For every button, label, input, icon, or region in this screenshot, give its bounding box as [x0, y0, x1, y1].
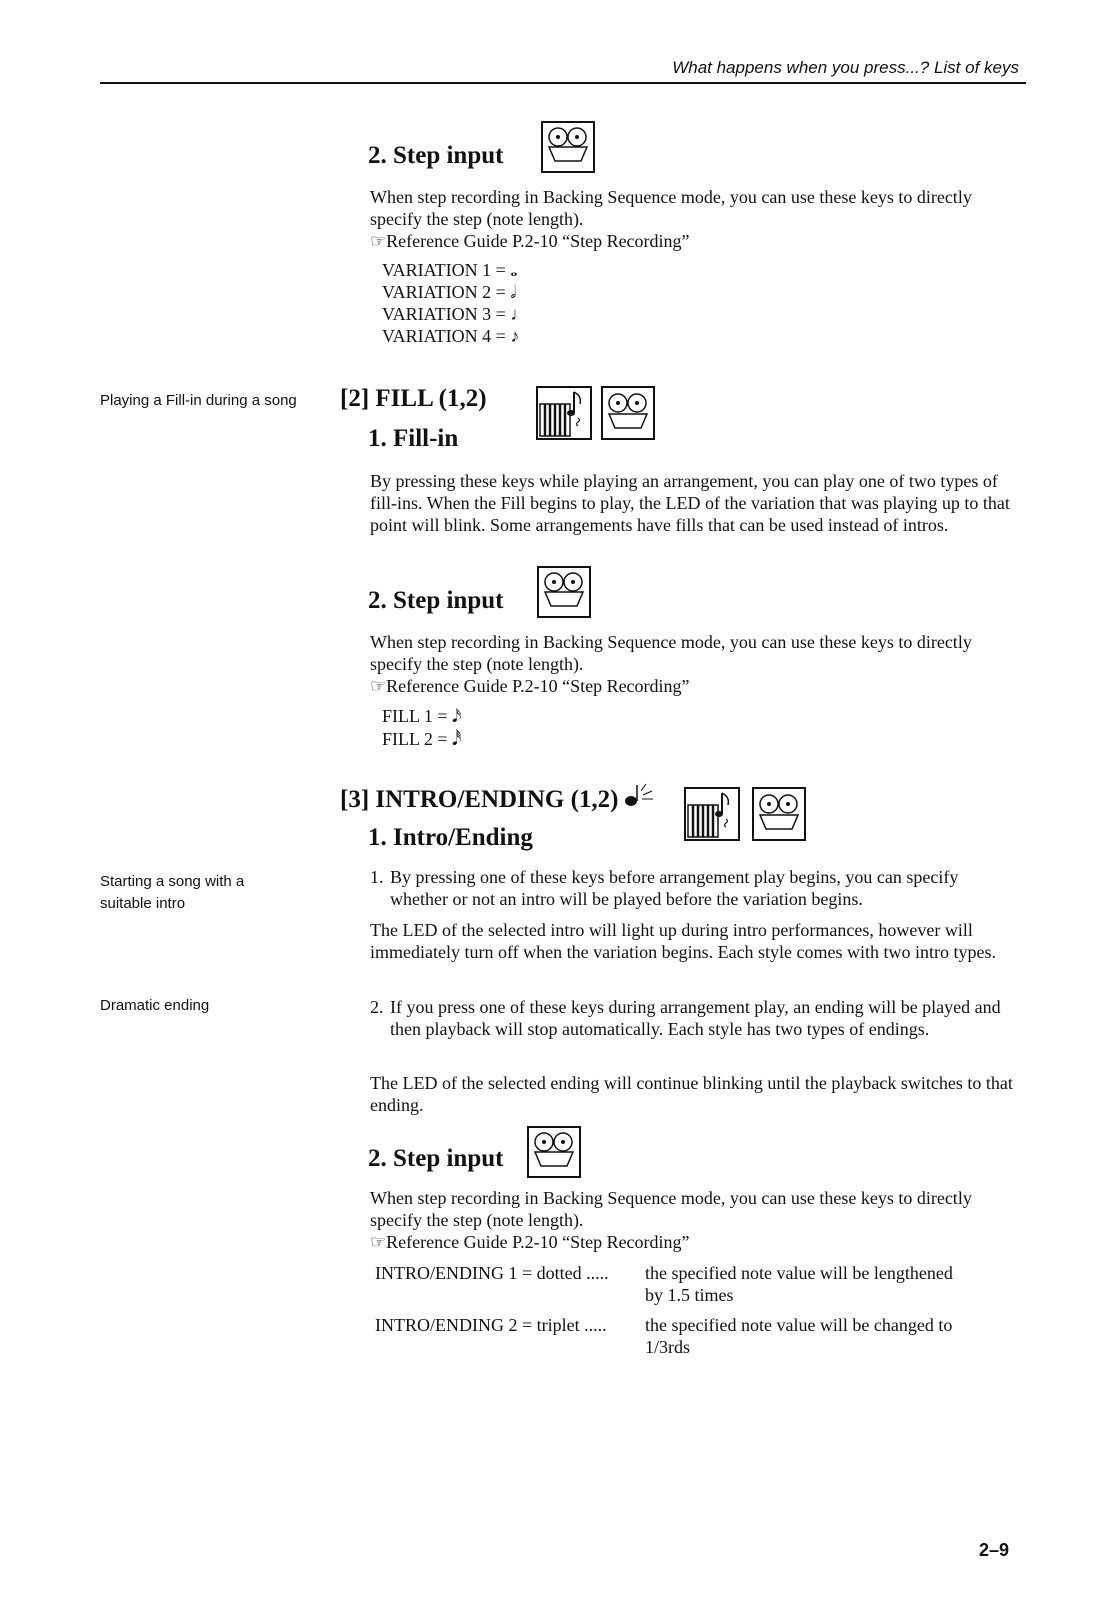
running-header: What happens when you press...? List of keys	[672, 58, 1019, 77]
tape-reel-icon	[527, 1126, 581, 1178]
body-text: When step recording in Backing Sequence mode, you can use these keys to directly specify the step (note length).	[370, 187, 972, 229]
section-title-step-input-fill: 2. Step input	[368, 587, 504, 614]
fill-list	[382, 705, 1032, 751]
section-heading-intro-ending: [3] INTRO/ENDING (1,2)	[340, 786, 619, 813]
header-rule	[100, 82, 1026, 84]
keyboard-note-icon	[536, 386, 592, 440]
step-input-intro-body	[370, 1187, 1020, 1253]
list-item: FILL 1 = 𝅘𝅥𝅯	[382, 706, 462, 726]
tape-reel-icon	[601, 386, 655, 440]
reference-link: ☞Reference Guide P.2-10 “Step Recording”	[370, 231, 690, 251]
intro-paragraph-1b: The LED of the selected intro will light up during intro performances, however will immediately turn off when the variation begins. Each style comes with two intro types.	[370, 920, 997, 962]
reference-link: ☞Reference Guide P.2-10 “Step Recording”	[370, 1232, 690, 1252]
body-text: When step recording in Backing Sequence mode, you can use these keys to directly specify the step (note length).	[370, 1188, 972, 1230]
list-item: VARIATION 1 = 𝅝	[382, 260, 518, 280]
list-item: VARIATION 3 = ♩	[382, 304, 529, 324]
variation-list	[382, 259, 1032, 347]
intro-paragraph-2b: The LED of the selected ending will continue blinking until the playback switches to that ending.	[370, 1073, 1013, 1115]
reference-link: ☞Reference Guide P.2-10 “Step Recording”	[370, 676, 690, 696]
tape-reel-icon	[537, 566, 591, 618]
section-heading-fill: [2] FILL (1,2)	[340, 385, 487, 412]
body-text: When step recording in Backing Sequence mode, you can use these keys to directly specify the step (note length).	[370, 632, 972, 674]
list-item: FILL 2 = 𝅘𝅥𝅰	[382, 729, 462, 749]
sidebar-note-fill: Playing a Fill-in during a song	[100, 392, 297, 409]
sparkle-note-icon	[622, 781, 658, 809]
section-title-step-input-variation: 2. Step input	[368, 142, 504, 169]
tape-reel-icon	[541, 121, 595, 173]
step-input-fill-body	[370, 631, 1020, 697]
list-item: VARIATION 4 = ♪	[382, 326, 520, 346]
tape-reel-icon	[752, 787, 806, 841]
sidebar-note-ending: Dramatic ending	[100, 997, 210, 1014]
list-item: VARIATION 2 = 𝅗𝅥	[382, 282, 517, 302]
sidebar-note-intro: Starting a song with a suitable intro	[100, 873, 245, 912]
page-number: 2–9	[978, 1540, 1009, 1560]
section-title-fill-in: 1. Fill-in	[368, 425, 459, 452]
step-input-variation-body	[370, 186, 1020, 252]
section-title-step-input-intro: 2. Step input	[368, 1145, 504, 1172]
intro-paragraph-1: 1. By pressing one of these keys before arrangement play begins, you can specify whether or not an intro will be played before the variation begins.	[370, 867, 959, 909]
section-title-intro-ending: 1. Intro/Ending	[368, 824, 533, 851]
intro-paragraph-2: 2. If you press one of these keys during arrangement play, an ending will be played and then playback will stop automatically. Each style has two types of endings.	[370, 997, 1001, 1039]
fill-in-body: By pressing these keys while playing an arrangement, you can play one of two types of fill-ins. When the Fill begins to play, the LED of the variation that was playing up to that point will blink. Some arrangements have fills that can be used instead of intros.	[370, 471, 1010, 535]
keyboard-note-icon	[684, 787, 740, 841]
